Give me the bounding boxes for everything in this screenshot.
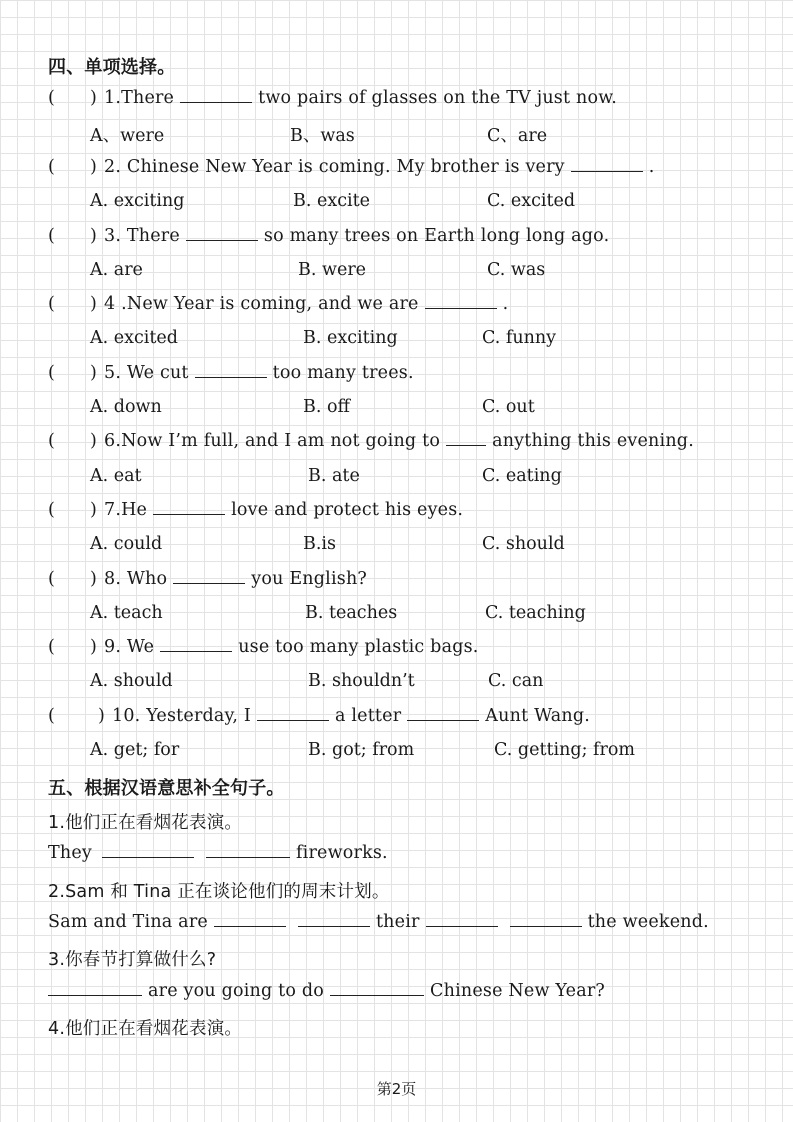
option-a: A. eat [90, 466, 142, 486]
answer-paren-close: ) [90, 363, 98, 383]
option-a: A. should [90, 671, 173, 691]
answer-blank[interactable] [180, 88, 252, 103]
question-8 [48, 569, 367, 589]
answer-paren-close: ) [90, 569, 98, 589]
question-text-end: so many trees on Earth long long ago. [263, 226, 610, 246]
question-5 [48, 363, 414, 383]
question-6 [48, 431, 694, 451]
answer-blank-1[interactable] [48, 981, 142, 996]
question-text: 1.There [104, 88, 175, 108]
question-text: 4 .New Year is coming, and we are [104, 294, 419, 314]
answer-paren-open: ( [48, 157, 56, 177]
option-c: C、are [487, 126, 548, 146]
question-text-end: too many trees. [272, 363, 414, 383]
option-b: B. teaches [305, 603, 398, 623]
option-c: C. out [482, 397, 535, 417]
option-a: A. excited [90, 328, 178, 348]
option-b: B. shouldn’t [308, 671, 415, 691]
option-b: B.is [303, 534, 337, 554]
answer-blank[interactable] [160, 637, 232, 652]
answer-blank[interactable] [195, 363, 267, 378]
option-a: A、were [90, 126, 165, 146]
question-text-end: love and protect his eyes. [231, 500, 464, 520]
answer-paren-open: ( [48, 88, 56, 108]
translation-answer-2 [48, 912, 709, 932]
question-text-end: Aunt Wang. [485, 706, 591, 726]
answer-blank[interactable] [153, 500, 225, 515]
translation-answer-3 [48, 981, 605, 1001]
question-2 [48, 157, 655, 177]
question-text-end: use too many plastic bags. [238, 637, 479, 657]
question-3 [48, 226, 609, 246]
question-text: 9. We [104, 637, 155, 657]
option-b: B. were [298, 260, 367, 280]
question-text-end: two pairs of glasses on the TV just now. [258, 88, 618, 108]
option-c: C. can [488, 671, 544, 691]
answer-text-end: Chinese New Year? [430, 981, 605, 1001]
option-b: B、was [290, 126, 355, 146]
question-7 [48, 500, 463, 520]
translation-prompt-3: 3.你春节打算做什么? [48, 950, 217, 970]
question-text-end: . [502, 294, 509, 314]
answer-blank-2[interactable] [298, 912, 370, 927]
answer-paren-close: ) [90, 637, 98, 657]
question-10 [48, 706, 590, 726]
option-b: B. exciting [303, 328, 398, 348]
option-b: B. got; from [308, 740, 415, 760]
section-4-title: 四、单项选择。 [48, 57, 176, 78]
answer-paren-open: ( [48, 569, 56, 589]
question-text-end: . [648, 157, 655, 177]
question-4 [48, 294, 508, 314]
answer-paren-open: ( [48, 500, 56, 520]
translation-prompt-2: 2.Sam 和 Tina 正在谈论他们的周末计划。 [48, 882, 390, 902]
question-text: 7.He [104, 500, 148, 520]
answer-paren-close: ) [90, 294, 98, 314]
answer-blank-2[interactable] [407, 706, 479, 721]
answer-paren-open: ( [48, 637, 56, 657]
question-text: 3. There [104, 226, 180, 246]
option-a: A. down [90, 397, 162, 417]
question-text: 6.Now I’m full, and I am not going to [104, 431, 441, 451]
option-c: C. eating [482, 466, 562, 486]
option-c: C. was [487, 260, 546, 280]
option-a: A. could [90, 534, 163, 554]
option-b: B. ate [308, 466, 360, 486]
section-5-title: 五、根据汉语意思补全句子。 [48, 778, 285, 799]
option-b: B. off [303, 397, 350, 417]
answer-paren-open: ( [48, 226, 56, 246]
option-c: C. teaching [485, 603, 586, 623]
answer-blank-1[interactable] [102, 843, 194, 858]
answer-blank[interactable] [173, 569, 245, 584]
answer-paren-close: ) [98, 706, 106, 726]
question-1 [48, 88, 617, 108]
answer-blank-1[interactable] [257, 706, 329, 721]
option-a: A. are [90, 260, 143, 280]
option-a: A. exciting [90, 191, 185, 211]
option-c: C. excited [487, 191, 576, 211]
answer-text: They [48, 843, 92, 863]
answer-paren-close: ) [90, 500, 98, 520]
option-c: C. should [482, 534, 565, 554]
answer-blank-1[interactable] [214, 912, 286, 927]
question-9 [48, 637, 479, 657]
answer-text-mid: their [375, 912, 420, 932]
answer-blank-2[interactable] [206, 843, 290, 858]
question-text: 2. Chinese New Year is coming. My brother is very [104, 157, 565, 177]
answer-text-end: fireworks. [296, 843, 388, 863]
translation-prompt-4: 4.他们正在看烟花表演。 [48, 1019, 243, 1039]
answer-text: Sam and Tina are [48, 912, 208, 932]
answer-blank-2[interactable] [330, 981, 424, 996]
answer-blank-4[interactable] [510, 912, 582, 927]
answer-blank-3[interactable] [426, 912, 498, 927]
question-text: 8. Who [104, 569, 168, 589]
question-text: 10. Yesterday, I [112, 706, 251, 726]
question-text-end: you English? [251, 569, 367, 589]
answer-text-mid: are you going to do [148, 981, 325, 1001]
question-text-mid: a letter [334, 706, 402, 726]
answer-blank[interactable] [446, 431, 486, 446]
option-a: A. get; for [90, 740, 180, 760]
answer-paren-close: ) [90, 226, 98, 246]
option-c: C. funny [482, 328, 557, 348]
answer-paren-open: ( [48, 363, 56, 383]
translation-answer-1 [48, 843, 388, 863]
answer-paren-close: ) [90, 431, 98, 451]
question-text-end: anything this evening. [492, 431, 694, 451]
answer-blank[interactable] [425, 294, 497, 309]
translation-prompt-1: 1.他们正在看烟花表演。 [48, 813, 243, 833]
answer-text-end: the weekend. [587, 912, 709, 932]
answer-blank[interactable] [186, 226, 258, 241]
answer-paren-close: ) [90, 157, 98, 177]
answer-paren-open: ( [48, 294, 56, 314]
answer-paren-close: ) [90, 88, 98, 108]
answer-paren-open: ( [48, 431, 56, 451]
answer-blank[interactable] [571, 157, 643, 172]
option-c: C. getting; from [494, 740, 636, 760]
option-a: A. teach [90, 603, 163, 623]
page-number: 第2页 [376, 1080, 417, 1098]
option-b: B. excite [293, 191, 370, 211]
question-text: 5. We cut [104, 363, 189, 383]
answer-paren-open: ( [48, 706, 56, 726]
